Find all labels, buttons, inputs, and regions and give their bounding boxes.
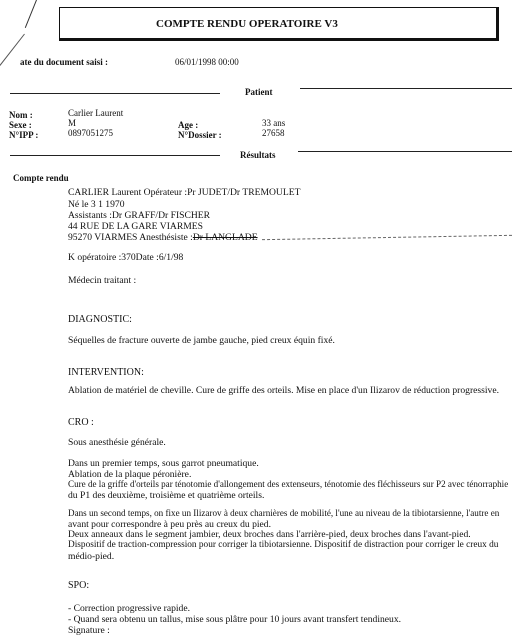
- dossier-label: N°Dossier :: [178, 130, 222, 140]
- sexe-label: Sexe :: [9, 120, 32, 130]
- age-value: 33 ans: [262, 118, 286, 128]
- cro-p3-line-4: Dispositif de traction-compression pour corriger la tibiotarsienne. Dispositif de distraction pour corriger le creux du: [68, 540, 499, 550]
- signature-line: Signature :: [68, 625, 110, 636]
- spo-line-1: - Correction progressive rapide.: [68, 603, 191, 614]
- intervention-text: Ablation de matériel de cheville. Cure de griffe des orteils. Mise en place d'un Ilizarov de réduction progressive.: [68, 385, 499, 396]
- diagnostic-text: Séquelles de fracture ouverte de jambe gauche, pied creux équin fixé.: [68, 335, 335, 346]
- k-operatoire-line: K opératoire :370Date :6/1/98: [68, 252, 184, 263]
- anesthesist-line: [68, 232, 258, 243]
- cro-p3-line-2: avant pour correspondre à peu près au creux du pied.: [68, 519, 271, 530]
- nom-label: Nom :: [9, 110, 33, 120]
- sexe-value: M: [68, 118, 77, 128]
- medecin-traitant-line: Médecin traitant :: [68, 275, 137, 286]
- cro-p3-line-5: médio-pied.: [68, 551, 115, 562]
- patient-rule-right: [300, 88, 512, 89]
- date-value: 06/01/1998 00:00: [175, 57, 239, 67]
- diagnostic-title: DIAGNOSTIC:: [68, 314, 132, 325]
- intervention-title: INTERVENTION:: [68, 367, 144, 378]
- cro-p2-line-2: Ablation de la plaque péronière.: [68, 469, 192, 480]
- date-label: ate du document saisi :: [20, 57, 109, 67]
- patient-section-label: Patient: [245, 87, 273, 97]
- ipp-value: 0897051275: [68, 128, 113, 138]
- compte-rendu-label: Compte rendu: [13, 173, 69, 183]
- cro-title: CRO :: [68, 417, 94, 428]
- cro-p2-line-3: Cure de la griffe d'orteils par ténotomie d'allongement des extenseurs, ténotomie des fléchisseurs sur P2 avec ténorraphie: [68, 479, 509, 489]
- patient-rule-left: [10, 93, 220, 94]
- city-anesthesist-label: 95270 VIARMES Anesthésiste :: [68, 232, 193, 243]
- cro-p2-line-4: du P1 des deuxième, troisième et quatrième orteils.: [68, 490, 265, 501]
- address-line: 44 RUE DE LA GARE VIARMES: [68, 221, 203, 232]
- cro-p3-line-3: Deux anneaux dans le segment jambier, deux broches dans l'arrière-pied, deux broches dans l'avant-pied.: [68, 529, 471, 540]
- cro-p2-line-1: Dans un premier temps, sous garrot pneumatique.: [68, 458, 259, 469]
- scan-dash-line: [262, 235, 512, 240]
- birth-line: Né le 3 1 1970: [68, 199, 125, 210]
- scan-line-top: [25, 0, 37, 28]
- spo-line-2: - Quand sera obtenu un tallus, mise sous plâtre pour 10 jours avant transfert tendineux.: [68, 614, 402, 625]
- resultats-rule-right: [298, 151, 512, 152]
- nom-value: Carlier Laurent: [68, 108, 124, 118]
- ipp-label: N°IPP :: [9, 130, 39, 140]
- dossier-value: 27658: [262, 128, 285, 138]
- cro-paragraph-1: Sous anesthésie générale.: [68, 437, 166, 448]
- anesthesist-name: Dr LANGLADE: [192, 232, 258, 243]
- age-label: Age :: [178, 120, 199, 130]
- operator-line: CARLIER Laurent Opérateur :Pr JUDET/Dr TREMOULET: [68, 187, 301, 198]
- resultats-rule-left: [10, 155, 220, 156]
- cro-p3-line-1: Dans un second temps, on fixe un Ilizarov à deux charnières de mobilité, l'une au niveau de la tibiotarsienne, l'autre en: [68, 508, 500, 518]
- resultats-section-label: Résultats: [240, 150, 276, 160]
- spo-title: SPO:: [68, 580, 90, 591]
- document-title: COMPTE RENDU OPERATOIRE V3: [156, 18, 338, 30]
- assistants-line: Assistants :Dr GRAFF/Dr FISCHER: [68, 210, 211, 221]
